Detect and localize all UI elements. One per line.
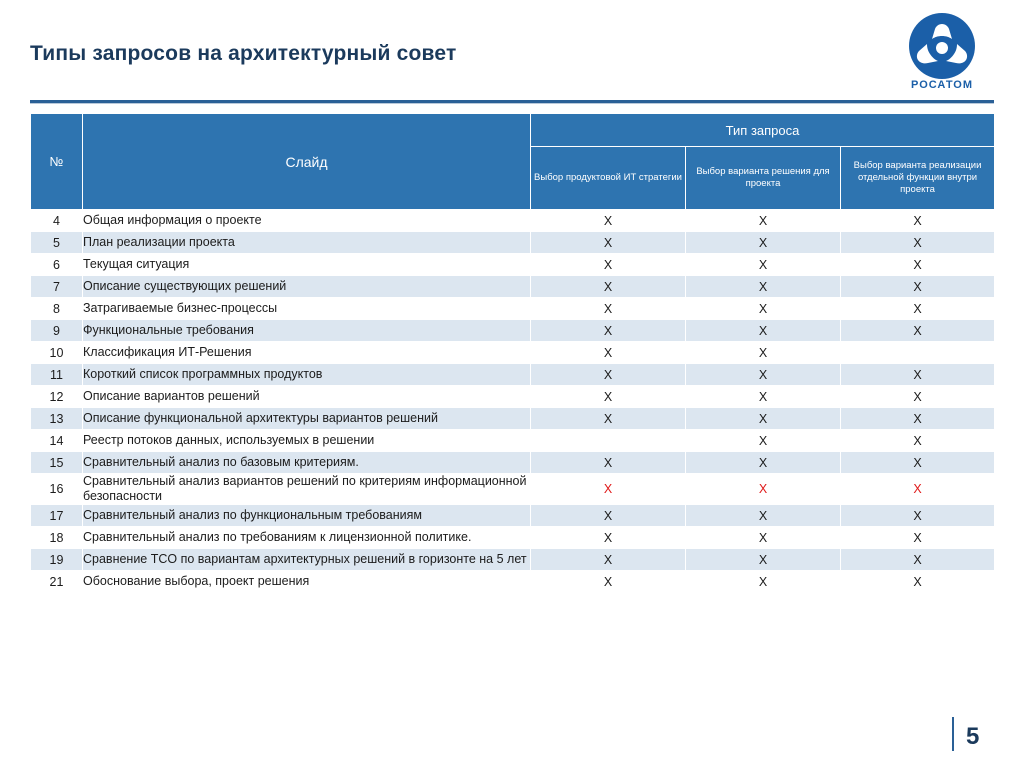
table-row xyxy=(31,549,995,571)
row-slide-name: Описание функциональной архитектуры вариантов решений xyxy=(83,408,531,430)
row-number: 6 xyxy=(31,254,83,276)
row-mark-3: X xyxy=(841,254,995,276)
col-header-function-implementation: Выбор варианта реализации отдельной функции внутри проекта xyxy=(841,147,995,210)
row-mark-1: X xyxy=(531,408,686,430)
row-mark-3: X xyxy=(841,276,995,298)
row-mark-3: X xyxy=(841,232,995,254)
row-number: 8 xyxy=(31,298,83,320)
row-number: 9 xyxy=(31,320,83,342)
row-number: 15 xyxy=(31,452,83,474)
requests-table xyxy=(30,113,995,593)
row-slide-name: Описание вариантов решений xyxy=(83,386,531,408)
row-mark-2: X xyxy=(686,549,841,571)
row-mark-2: X xyxy=(686,430,841,452)
table-row xyxy=(31,571,995,593)
table-row xyxy=(31,408,995,430)
row-mark-3: X xyxy=(841,474,995,505)
row-mark-2: X xyxy=(686,276,841,298)
row-mark-1: X xyxy=(531,254,686,276)
row-number: 10 xyxy=(31,342,83,364)
row-mark-1: X xyxy=(531,276,686,298)
row-mark-2: X xyxy=(686,364,841,386)
row-mark-2: X xyxy=(686,320,841,342)
row-mark-1 xyxy=(531,430,686,452)
table-header xyxy=(31,114,995,210)
row-mark-1: X xyxy=(531,474,686,505)
table-row xyxy=(31,364,995,386)
row-mark-1: X xyxy=(531,342,686,364)
rosatom-logo xyxy=(888,8,996,94)
row-mark-3: X xyxy=(841,320,995,342)
row-number: 18 xyxy=(31,527,83,549)
row-mark-1: X xyxy=(531,386,686,408)
row-slide-name: Функциональные требования xyxy=(83,320,531,342)
table-row xyxy=(31,232,995,254)
row-mark-3: X xyxy=(841,549,995,571)
row-slide-name: Сравнительный анализ по требованиям к лицензионной политике. xyxy=(83,527,531,549)
row-mark-3: X xyxy=(841,298,995,320)
footer-divider xyxy=(952,717,954,751)
table-row xyxy=(31,386,995,408)
row-mark-3: X xyxy=(841,452,995,474)
row-mark-2: X xyxy=(686,386,841,408)
row-mark-3: X xyxy=(841,571,995,593)
row-mark-2: X xyxy=(686,571,841,593)
row-number: 4 xyxy=(31,210,83,232)
row-number: 5 xyxy=(31,232,83,254)
row-slide-name: Короткий список программных продуктов xyxy=(83,364,531,386)
row-number: 16 xyxy=(31,474,83,505)
page-number: 5 xyxy=(966,723,980,750)
svg-text:РОСАТОМ: РОСАТОМ xyxy=(911,79,973,91)
row-number: 12 xyxy=(31,386,83,408)
row-slide-name: Сравнительный анализ по функциональным требованиям xyxy=(83,505,531,527)
header-divider-thin xyxy=(30,103,994,104)
row-slide-name: Сравнительный анализ по базовым критериям. xyxy=(83,452,531,474)
row-mark-1: X xyxy=(531,364,686,386)
table-row xyxy=(31,430,995,452)
row-slide-name: Общая информация о проекте xyxy=(83,210,531,232)
table-row xyxy=(31,474,995,505)
row-mark-1: X xyxy=(531,549,686,571)
row-mark-1: X xyxy=(531,452,686,474)
row-slide-name: Текущая ситуация xyxy=(83,254,531,276)
table-row xyxy=(31,276,995,298)
table-row xyxy=(31,298,995,320)
table-row xyxy=(31,527,995,549)
row-mark-2: X xyxy=(686,254,841,276)
row-mark-1: X xyxy=(531,298,686,320)
table-row xyxy=(31,452,995,474)
row-number: 7 xyxy=(31,276,83,298)
row-number: 21 xyxy=(31,571,83,593)
row-slide-name: План реализации проекта xyxy=(83,232,531,254)
row-mark-1: X xyxy=(531,210,686,232)
row-slide-name: Реестр потоков данных, используемых в решении xyxy=(83,430,531,452)
col-header-request-type: Тип запроса xyxy=(531,114,995,147)
row-mark-3: X xyxy=(841,527,995,549)
row-slide-name: Классификация ИТ-Решения xyxy=(83,342,531,364)
row-mark-1: X xyxy=(531,505,686,527)
row-mark-3: X xyxy=(841,408,995,430)
row-mark-3: X xyxy=(841,505,995,527)
col-header-number: № xyxy=(31,114,83,210)
row-mark-2: X xyxy=(686,298,841,320)
table-row xyxy=(31,320,995,342)
row-mark-3: X xyxy=(841,386,995,408)
page-title: Типы запросов на архитектурный совет xyxy=(30,42,457,65)
row-mark-2: X xyxy=(686,408,841,430)
row-mark-2: X xyxy=(686,505,841,527)
row-number: 17 xyxy=(31,505,83,527)
row-mark-2: X xyxy=(686,232,841,254)
row-mark-2: X xyxy=(686,210,841,232)
table-header-row-group xyxy=(31,114,995,147)
row-slide-name: Сравнительный анализ вариантов решений по критериям информационной безопасности xyxy=(83,474,531,505)
col-header-it-strategy: Выбор продуктовой ИТ стратегии xyxy=(531,147,686,210)
row-mark-3: X xyxy=(841,364,995,386)
col-header-project-solution: Выбор варианта решения для проекта xyxy=(686,147,841,210)
row-mark-2: X xyxy=(686,527,841,549)
col-header-slide: Слайд xyxy=(83,114,531,210)
row-mark-2: X xyxy=(686,452,841,474)
row-mark-2: X xyxy=(686,474,841,505)
row-slide-name: Описание существующих решений xyxy=(83,276,531,298)
row-mark-1: X xyxy=(531,571,686,593)
table-row xyxy=(31,505,995,527)
row-slide-name: Затрагиваемые бизнес-процессы xyxy=(83,298,531,320)
row-number: 14 xyxy=(31,430,83,452)
table-row xyxy=(31,254,995,276)
row-mark-3: X xyxy=(841,430,995,452)
table-row xyxy=(31,210,995,232)
row-slide-name: Сравнение TCO по вариантам архитектурных решений в горизонте на 5 лет xyxy=(83,549,531,571)
row-number: 19 xyxy=(31,549,83,571)
row-mark-3: X xyxy=(841,210,995,232)
row-mark-2: X xyxy=(686,342,841,364)
row-mark-1: X xyxy=(531,232,686,254)
row-mark-1: X xyxy=(531,527,686,549)
table-row xyxy=(31,342,995,364)
table-body xyxy=(31,210,995,593)
row-mark-3 xyxy=(841,342,995,364)
row-mark-1: X xyxy=(531,320,686,342)
row-number: 11 xyxy=(31,364,83,386)
row-number: 13 xyxy=(31,408,83,430)
row-slide-name: Обоснование выбора, проект решения xyxy=(83,571,531,593)
